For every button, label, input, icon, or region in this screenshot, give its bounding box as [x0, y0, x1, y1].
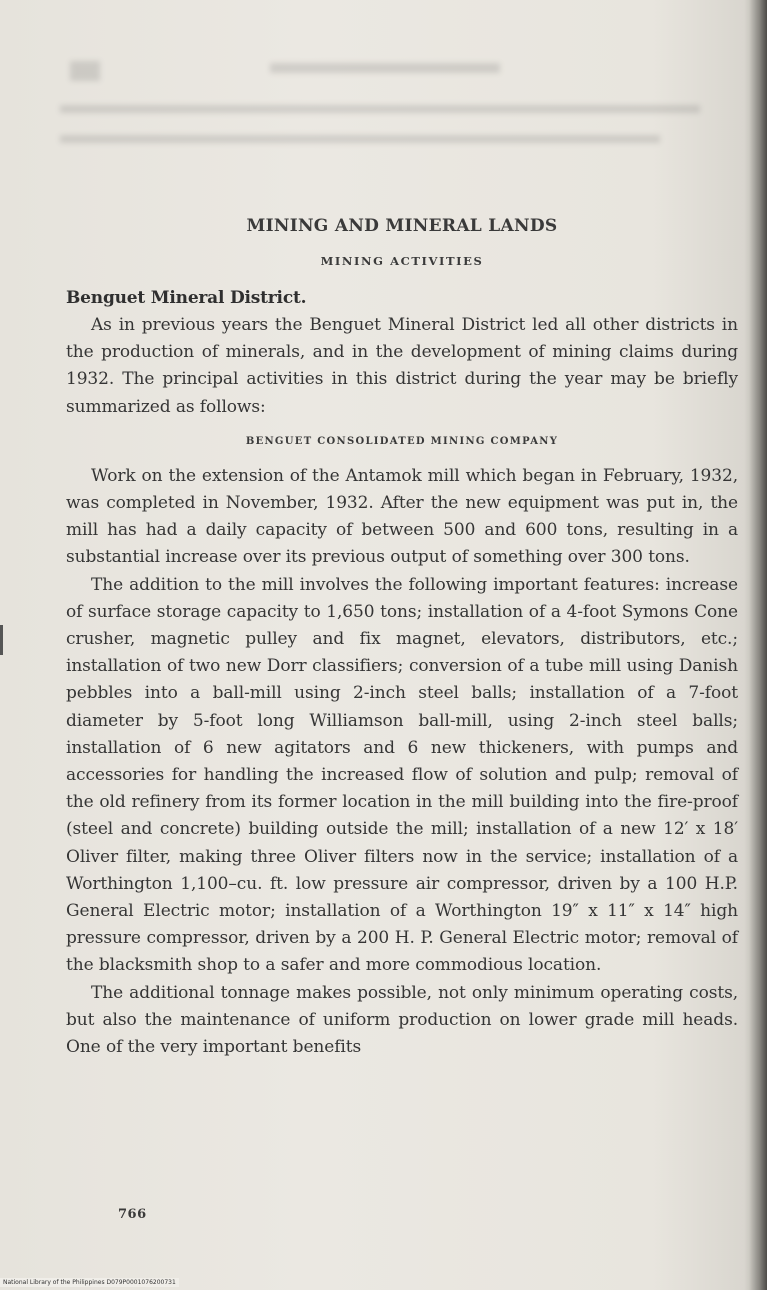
page-content: [66, 210, 738, 1061]
paragraph-mill-features: The addition to the mill involves the following important features: increase of surface storage capacity to 1,650 tons; installation of a 4-foot Symons Cone crusher, magnetic pulley and fix magnet, elevators, distributors, etc.; installation of two new Dorr classifiers; conversion of a tube mill using Danish pebbles into a ball-mill using 2-inch steel balls; installation of a 7-foot diameter by 5-foot long Williamson ball-mill, using 2-inch steel balls; installation of 6 new agitators and 6 new thickeners, with pumps and accessories for handling the increased flow of solution and pulp; removal of the old refinery from its former location in the mill building into the fire-proof (steel and concrete) building outside the mill; installation of a new 12′ x 18′ Oliver filter, making three Oliver filters now in the service; installation of a Worthington 1,100–cu. ft. low pressure air compressor, driven by a 100 H.P. General Electric motor; installation of a Worthington 19″ x 11″ x 14″ high pressure compressor, driven by a 200 H. P. General Electric motor; removal of the blacksmith shop to a safer and more commodious location.: [66, 574, 738, 976]
company-heading: BENGUET CONSOLIDATED MINING COMPANY: [245, 435, 559, 447]
scan-edge-mark: [0, 625, 3, 655]
footer-credit: National Library of the Philippines D079P0001076200731: [0, 1278, 179, 1287]
main-heading: MINING AND MINERAL LANDS: [246, 216, 558, 236]
paragraph-tonnage: The additional tonnage makes possible, not only minimum operating costs, but also the maintenance of uniform production on lower grade mill heads. One of the very important benefits: [66, 982, 738, 1058]
page-number: 766: [118, 1207, 147, 1222]
section-title: Benguet Mineral District.: [66, 288, 307, 308]
binding-shadow: [749, 0, 767, 1290]
paragraph-mill-extension: Work on the extension of the Antamok mill which began in February, 1932, was completed in November, 1932. After the new equipment was put in, the mill has had a daily capacity of between 500 and 600 tons, resulting in a substantial increase over its previous output of something over 300 tons.: [66, 465, 738, 568]
bleed-through-text: [60, 55, 720, 165]
sub-heading: MINING ACTIVITIES: [320, 254, 484, 268]
paragraph-intro: As in previous years the Benguet Mineral District led all other districts in the production of minerals, and in the development of mining claims during 1932. The principal activities in this district during the year may be briefly summarized as follows:: [66, 315, 738, 417]
